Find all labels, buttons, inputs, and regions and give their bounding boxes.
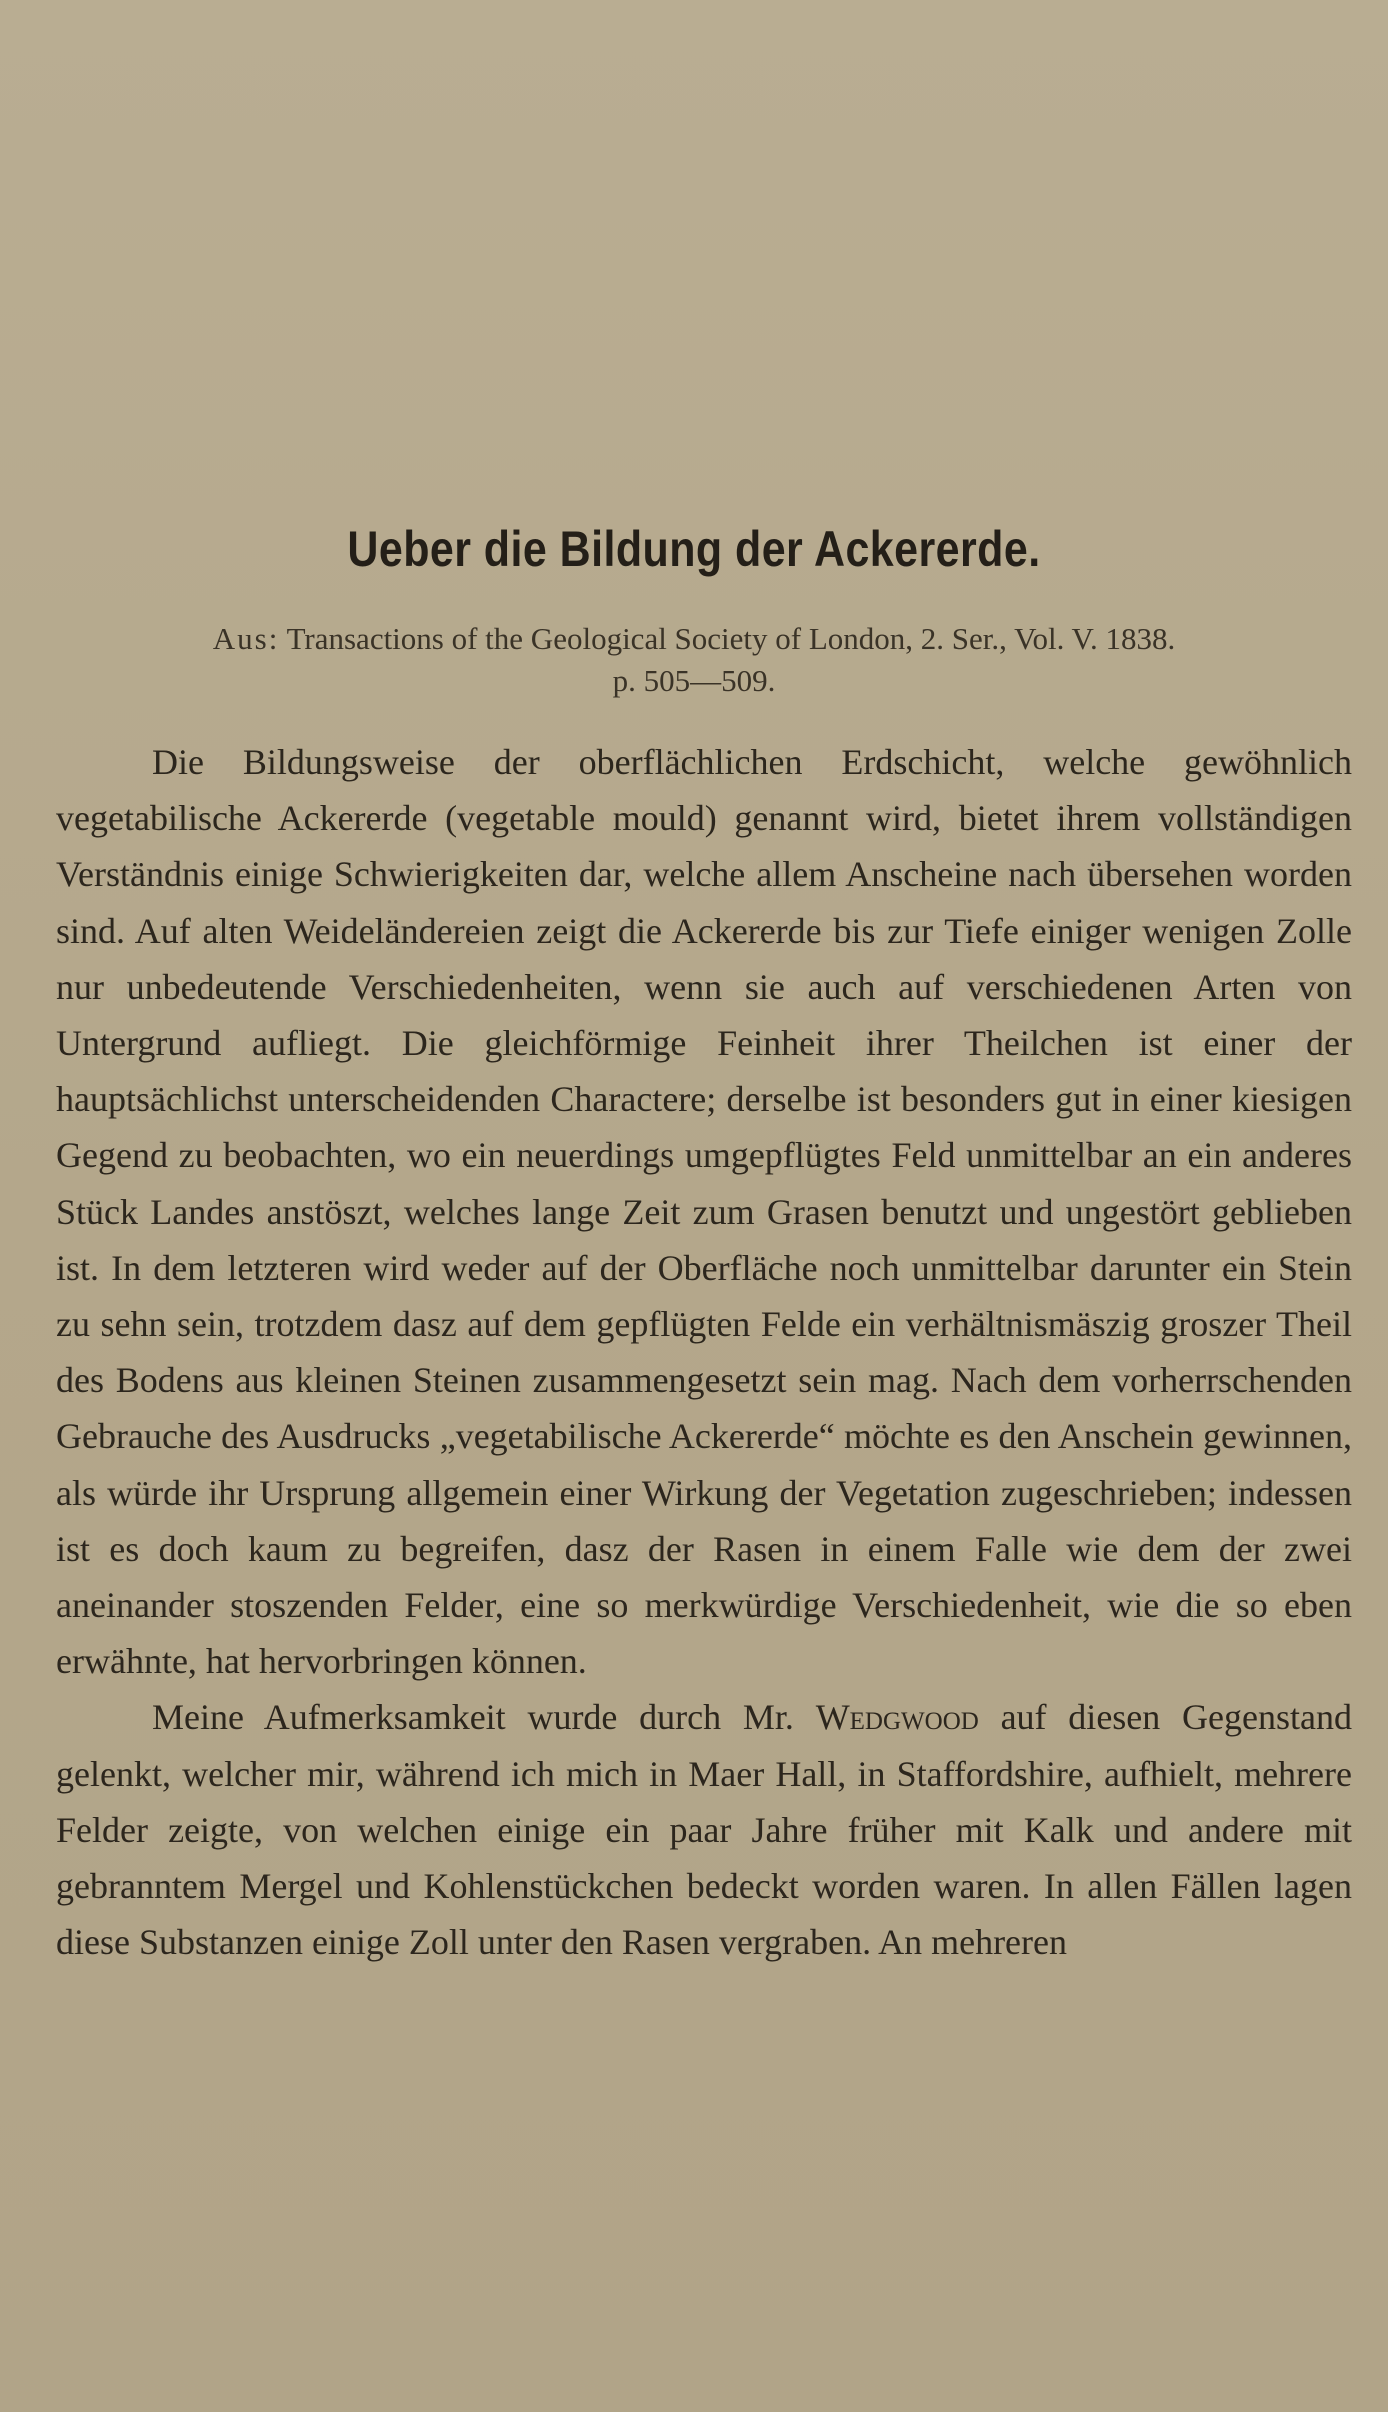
body-text (56, 734, 1352, 1970)
source-pages: p. 505—509. (612, 663, 776, 698)
paragraph-2-rest: auf diesen Gegenstand gelenkt, welcher mir, während ich mich in Maer Hall, in Staffordshire, aufhielt, mehrere Felder zeigte, von welchen einige ein paar Jahre früher mit Kalk und andere mit gebranntem Mergel und Kohlenstückchen bedeckt worden waren. In allen Fällen lagen diese Substanzen einige Zoll unter den Rasen vergraben. An mehreren (56, 1697, 1352, 1963)
source-citation (60, 618, 1328, 702)
article-title: Ueber die Bildung der Ackererde. (347, 521, 1041, 577)
source-line (60, 618, 1328, 660)
person-name: Wedgwood (815, 1697, 979, 1738)
paragraph-1: Die Bildungsweise der oberflächlichen Erdschicht, welche gewöhnlich vegetabilische Ackererde (vegetable mould) genannt wird, bietet ihrem vollständigen Verständnis einige Schwierigkeiten dar, welche allem Anscheine nach übersehen worden sind. Auf alten Weideländereien zeigt die Ackererde bis zur Tiefe einiger wenigen Zolle nur unbedeutende Verschiedenheiten, wenn sie auch auf verschiedenen Arten von Untergrund aufliegt. Die gleichförmige Feinheit ihrer Theilchen ist einer der hauptsächlichst unterscheidenden Charactere; derselbe ist besonders gut in einer kiesigen Gegend zu beobachten, wo ein neuerdings umgepflügtes Feld unmittelbar an ein anderes Stück Landes anstöszt, welches lange Zeit zum Grasen benutzt und ungestört geblieben ist. In dem letzteren wird weder auf der Oberfläche noch unmittelbar darunter ein Stein zu sehn sein, trotzdem dasz auf dem gepflügten Felde ein verhältnismäszig groszer Theil des Bodens aus kleinen Steinen zusammengesetzt sein mag. Nach dem vorherrschenden Gebrauche des Ausdrucks „vegetabilische Ackererde“ möchte es den Anschein gewinnen, als würde ihr Ursprung allgemein einer Wirkung der Vegetation zugeschrieben; indessen ist es doch kaum zu begreifen, dasz der Rasen in einem Falle wie dem der zwei aneinander stoszenden Felder, eine so merkwürdige Verschiedenheit, wie die so eben erwähnte, hat hervorbringen können. (56, 742, 1352, 1682)
source-prefix: Aus: (212, 621, 280, 656)
source-journal: Transactions of the Geological Society of London, 2. Ser., Vol. V. 1838. (286, 621, 1176, 656)
paragraph-2-start: Meine Aufmerksamkeit wurde durch Mr. (152, 1697, 794, 1738)
paragraph-2 (56, 1689, 1352, 1970)
